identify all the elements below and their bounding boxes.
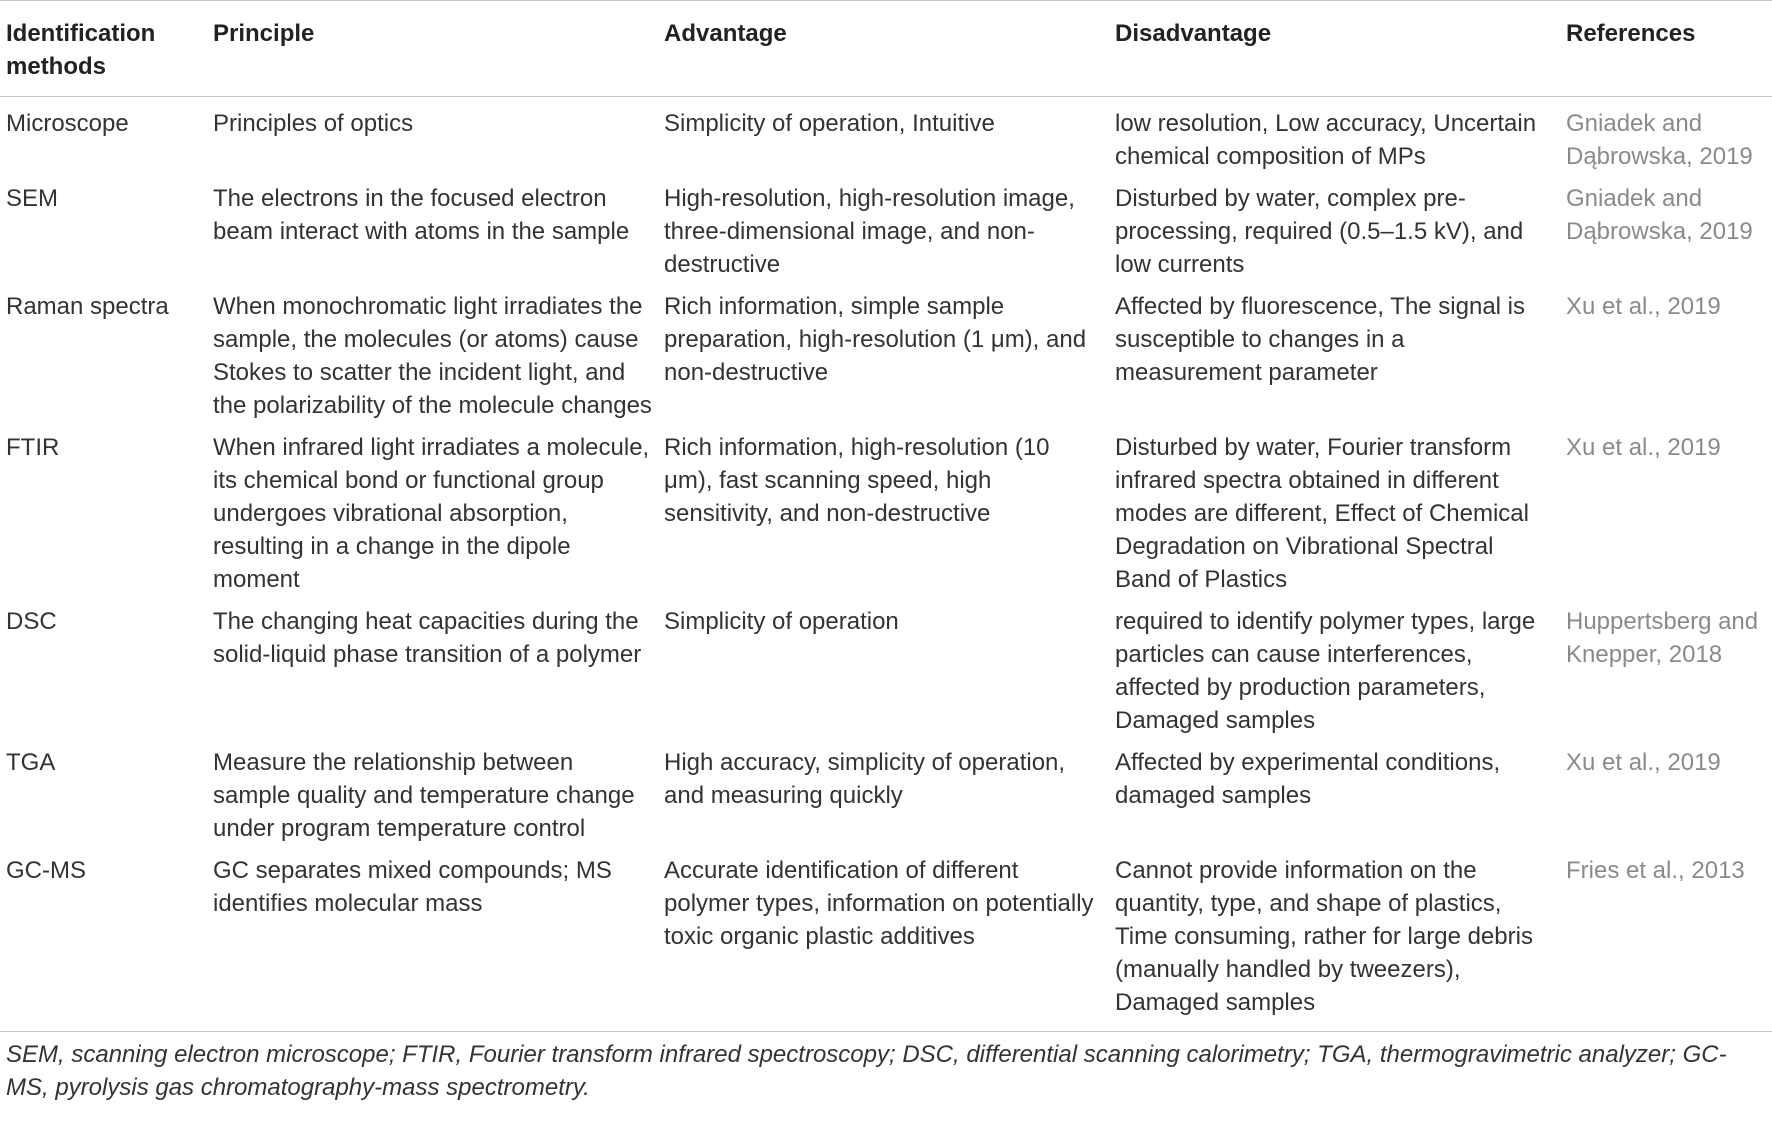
cell-principle: When infrared light irradiates a molecule, its chemical bond or functional group undergoes vibrational absorption, resulting in a change in the dipole moment	[213, 434, 650, 593]
table-row	[0, 176, 1772, 284]
cell-advantage: Rich information, high-resolution (10 μm), fast scanning speed, high sensitivity, and non-destructive	[664, 434, 1050, 527]
cell-reference-link[interactable]: Huppertsberg and Knepper, 2018	[1566, 608, 1759, 668]
table-row	[0, 425, 1772, 599]
table-row	[0, 284, 1772, 425]
cell-reference-link[interactable]: Gniadek and Dąbrowska, 2019	[1566, 110, 1753, 170]
cell-disadvantage: required to identify polymer types, large particles can cause interferences, affected by production parameters, Damaged samples	[1115, 608, 1536, 734]
cell-reference-link[interactable]: Fries et al., 2013	[1560, 848, 1772, 1032]
table-header	[0, 1, 1772, 97]
cell-disadvantage: Disturbed by water, complex pre-processing, required (0.5–1.5 kV), and low currents	[1115, 185, 1524, 278]
cell-principle: Principles of optics	[213, 110, 414, 137]
table-row	[0, 599, 1772, 740]
cell-method: SEM	[6, 185, 59, 212]
cell-method: FTIR	[6, 434, 60, 461]
table-row	[0, 740, 1772, 848]
table-body	[0, 97, 1772, 1032]
cell-advantage: Accurate identification of different polymer types, information on potentially toxic organic plastic additives	[658, 848, 1109, 1032]
cell-method: TGA	[6, 749, 56, 776]
table-row	[0, 97, 1772, 177]
cell-advantage: High accuracy, simplicity of operation, and measuring quickly	[664, 749, 1066, 809]
header-row	[0, 1, 1772, 97]
table-row	[0, 848, 1772, 1032]
cell-reference-link[interactable]: Gniadek and Dąbrowska, 2019	[1566, 185, 1753, 245]
header-disadvantage: Disadvantage	[1109, 1, 1560, 97]
cell-advantage: Simplicity of operation, Intuitive	[664, 110, 995, 137]
cell-reference-link[interactable]: Xu et al., 2019	[1566, 749, 1721, 776]
cell-principle: Measure the relationship between sample quality and temperature change under program temperature control	[213, 749, 635, 842]
cell-method: Microscope	[6, 110, 129, 137]
header-principle: Principle	[207, 1, 658, 97]
cell-reference-link[interactable]: Xu et al., 2019	[1566, 434, 1721, 461]
cell-advantage: Rich information, simple sample preparation, high-resolution (1 μm), and non-destructive	[664, 293, 1087, 386]
header-advantage: Advantage	[658, 1, 1109, 97]
cell-advantage: High-resolution, high-resolution image, three-dimensional image, and non-destructive	[664, 185, 1075, 278]
cell-method: Raman spectra	[6, 293, 169, 320]
cell-method: DSC	[6, 608, 57, 635]
cell-disadvantage: low resolution, Low accuracy, Uncertain chemical composition of MPs	[1115, 110, 1537, 170]
cell-principle: The electrons in the focused electron beam interact with atoms in the sample	[213, 185, 630, 245]
header-identification-methods: Identification methods	[0, 1, 207, 97]
cell-disadvantage: Affected by experimental conditions, damaged samples	[1115, 749, 1501, 809]
cell-principle: The changing heat capacities during the solid-liquid phase transition of a polymer	[213, 608, 642, 668]
cell-reference-link[interactable]: Xu et al., 2019	[1566, 293, 1721, 320]
cell-disadvantage: Disturbed by water, Fourier transform infrared spectra obtained in different modes are different, Effect of Chemical Degradation on Vibrational Spectral Band of Plastics	[1115, 434, 1529, 593]
cell-disadvantage: Cannot provide information on the quantity, type, and shape of plastics, Time consuming, rather for large debris (manually handled by tweezers), Damaged samples	[1109, 848, 1560, 1032]
table-footnote: SEM, scanning electron microscope; FTIR, Fourier transform infrared spectroscopy; DSC, differential scanning calorimetry; TGA, thermogravimetric analyzer; GC-MS, pyrolysis gas chromatography-mass spectrometry.	[6, 1041, 1727, 1101]
cell-principle: When monochromatic light irradiates the sample, the molecules (or atoms) cause Stokes to scatter the incident light, and the polarizability of the molecule changes	[213, 293, 652, 419]
cell-principle: GC separates mixed compounds; MS identifies molecular mass	[207, 848, 658, 1032]
cell-disadvantage: Affected by fluorescence, The signal is susceptible to changes in a measurement parameter	[1115, 293, 1526, 386]
cell-method: GC-MS	[0, 848, 207, 1032]
header-references: References	[1560, 1, 1772, 97]
cell-advantage: Simplicity of operation	[664, 608, 899, 635]
